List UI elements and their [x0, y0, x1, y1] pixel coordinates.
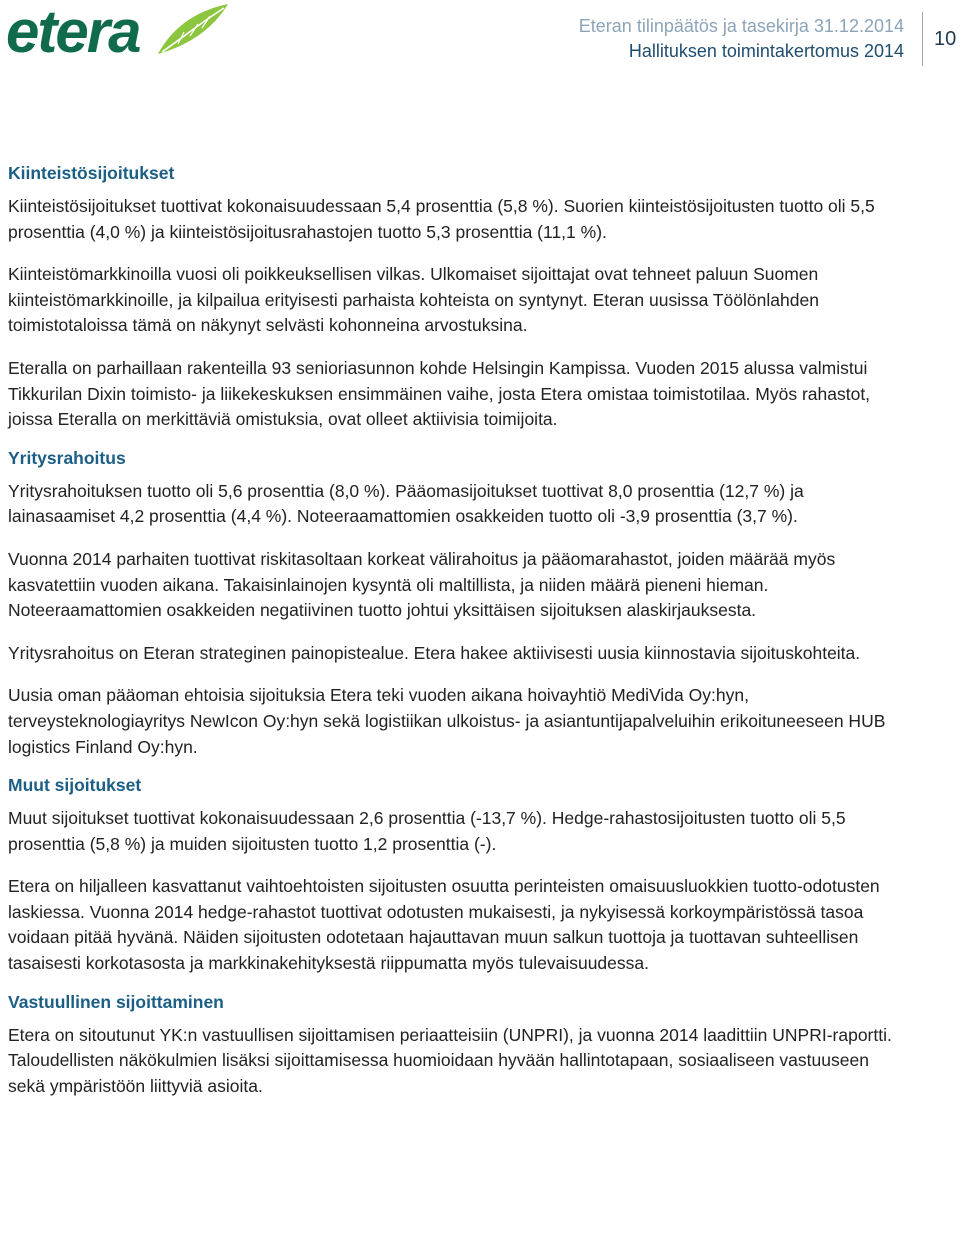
section-yritysrahoitus — [8, 445, 908, 760]
section-title: Yritysrahoitus — [8, 447, 126, 468]
section-title: Muut sijoitukset — [8, 775, 142, 796]
section-muut-sijoitukset — [8, 772, 908, 977]
etera-logo — [6, 2, 226, 64]
logo-wordmark: etera — [6, 0, 140, 65]
page-number: 10 — [934, 28, 957, 50]
paragraph: Etera on hiljalleen kasvattanut vaihtoehtoisten sijoitusten osuutta perinteisten omaisuusluokkien tuotto-odotusten laskiessa. Vuonna 2014 hedge-rahastot tuottivat odotusten mukaisesti, ja nykyisessä korkoympäristössä tasoa voidaan pitää hyvänä. Näiden sijoitusten odotetaan hajauttavan muun salkun tuottoja ja tuottavan suhteellisen tasaisesti korkotasosta ja markkinakehityksestä riippumatta myös tulevaisuudessa. — [8, 876, 880, 974]
section-vastuullinen-sijoittaminen — [8, 989, 908, 1100]
title-line-2: Hallituksen toimintakertomus 2014 — [628, 41, 904, 61]
paragraph: Etera on sitoutunut YK:n vastuullisen sijoittamisen periaatteisiin (UNPRI), ja vuonna 2014 laadittiin UNPRI-raportti. Taloudellisten näkökulmien lisäksi sijoittamisessa huomioidaan hyvään hallintotapaan, sosiaaliseen vastuuseen sekä ympäristöön liittyviä asioita. — [8, 1024, 892, 1096]
header-divider — [922, 12, 923, 66]
document-title — [579, 14, 904, 64]
paragraph: Muut sijoitukset tuottivat kokonaisuudessaan 2,6 prosenttia (-13,7 %). Hedge-rahastosijoitusten tuotto oli 5,5 prosenttia (5,8 %) ja muiden sijoitusten tuotto 1,2 prosenttia (-). — [8, 808, 846, 854]
paragraph: Vuonna 2014 parhaiten tuottivat riskitasoltaan korkeat välirahoitus ja pääomarahastot, joiden määrää myös kasvatettiin vuoden aikana. Takaisinlainojen kysyntä oli maltillista, ja niiden määrä pieneni hieman. Noteeraamattomien osakkeiden negatiivinen tuotto johtui yksittäisen sijoituksen alaskirjauksesta. — [8, 548, 836, 621]
paragraph: Yritysrahoitus on Eteran strateginen painopistealue. Etera hakee aktiivisesti uusia kiinnostavia sijoituskohteita. — [8, 642, 861, 663]
paragraph: Kiinteistömarkkinoilla vuosi oli poikkeuksellisen vilkas. Ulkomaiset sijoittajat ovat tehneet paluun Suomen kiinteistömarkkinoille, ja kilpailua erityisesti parhaista kohteista on syntynyt. Eteran uusissa Töölönlahden toimistotaloissa tämä on näkynyt selvästi kohonneina arvostuksina. — [8, 264, 819, 336]
section-title: Kiinteistösijoitukset — [8, 163, 175, 183]
paragraph: Uusia oman pääoman ehtoisia sijoituksia Etera teki vuoden aikana hoivayhtiö MediVida Oy:hyn, terveysteknologiayritys NewIcon Oy:hyn sekä logistiikan ulkoistus- ja asiantuntijapalveluihin erikoituneeseen HUB logistics Finland Oy:hyn. — [8, 685, 886, 757]
section-title: Vastuullinen sijoittaminen — [8, 991, 224, 1012]
title-line-1: Eteran tilinpäätös ja tasekirja 31.12.2014 — [578, 16, 904, 36]
main-content — [8, 160, 908, 1099]
section-kiinteistosijoitukset — [8, 160, 908, 433]
leaf-icon — [154, 2, 230, 60]
paragraph: Eteralla on parhaillaan rakenteilla 93 senioriasunnon kohde Helsingin Kampissa. Vuoden 2015 alussa valmistui Tikkurilan Dixin toimisto- ja liikekeskuksen ensimmäinen vaihe, josta Etera omistaa toimistotilaa. Myös rahastot, joissa Eteralla on merkittäviä omistuksia, ovat olleet aktiivisia toimijoita. — [8, 357, 871, 430]
paragraph: Yritysrahoituksen tuotto oli 5,6 prosenttia (8,0 %). Pääomasijoitukset tuottivat 8,0 prosenttia (12,7 %) ja lainasaamiset 4,2 prosenttia (4,4 %). Noteeraamattomien osakkeiden tuotto oli -3,9 prosenttia (3,7 %). — [8, 480, 804, 527]
page-header — [0, 0, 960, 80]
paragraph: Kiinteistösijoitukset tuottivat kokonaisuudessaan 5,4 prosenttia (5,8 %). Suorien kiinteistösijoitusten tuotto oli 5,5 prosenttia (4,0 %) ja kiinteistösijoitusrahastojen tuotto 5,3 prosenttia (11,1 %). — [8, 196, 875, 242]
